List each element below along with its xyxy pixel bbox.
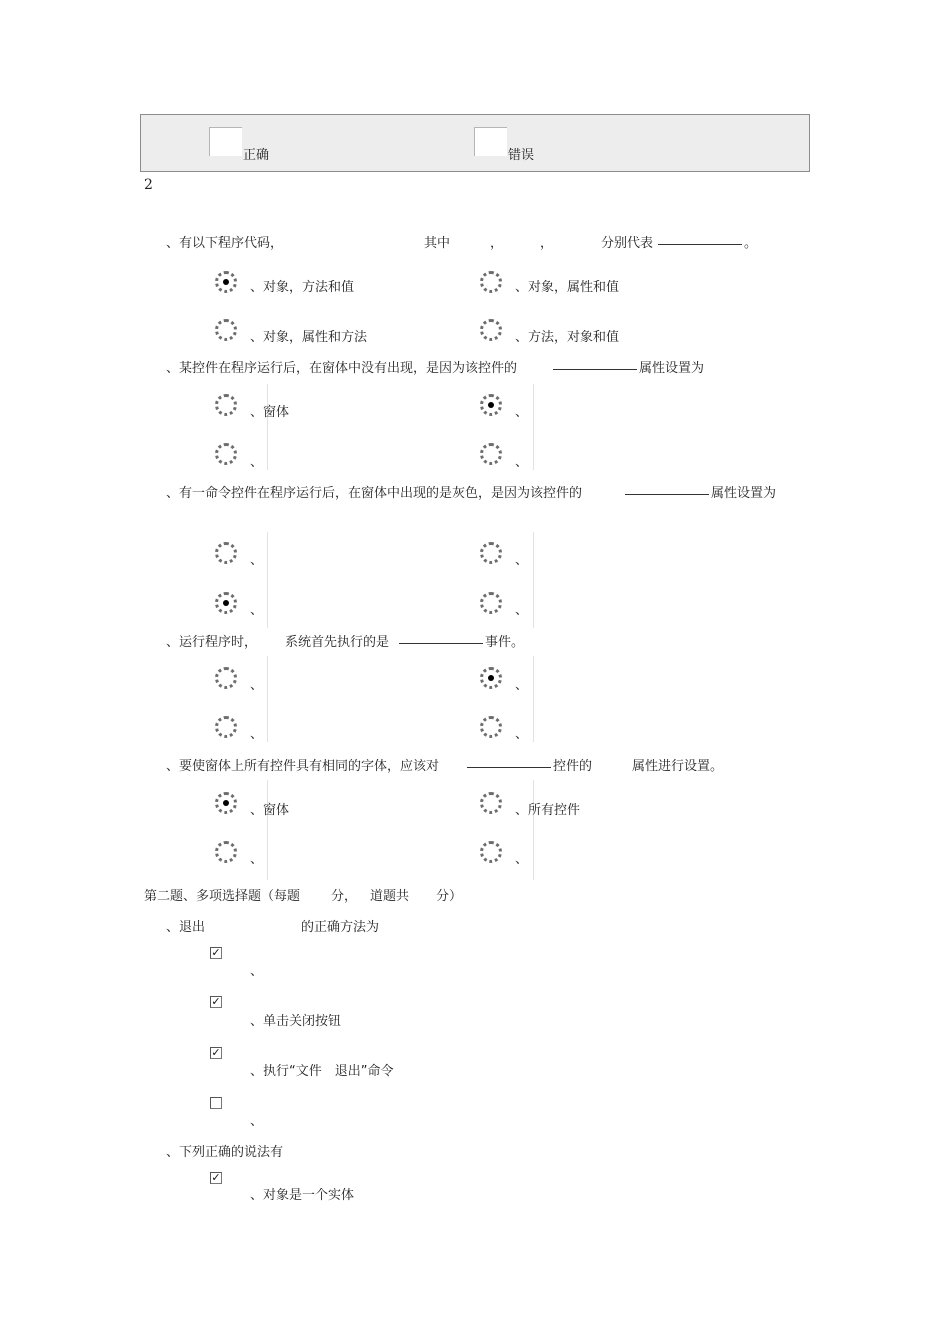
section2-text-4: 分） bbox=[436, 889, 463, 904]
q4-option-a-radio[interactable] bbox=[215, 667, 237, 689]
m1-option-a-checkbox[interactable]: ✓ bbox=[211, 946, 221, 959]
q4-option-b-radio[interactable] bbox=[480, 667, 502, 689]
page-number: 2 bbox=[144, 177, 153, 193]
q4-text-2: 系统首先执行的是 bbox=[285, 635, 390, 650]
q2-answer-blank bbox=[553, 357, 637, 370]
q4-option-a-label: 、 bbox=[250, 678, 264, 693]
q2-option-d-label: 、 bbox=[515, 455, 529, 470]
q4-text-1: 、运行程序时， bbox=[166, 635, 258, 650]
q5-divider-right bbox=[533, 780, 534, 880]
q4-divider-right bbox=[533, 656, 534, 742]
q1-text-4: ， bbox=[540, 236, 554, 251]
q2-text-2: 属性设置为 bbox=[639, 361, 705, 376]
m1-option-d-checkbox[interactable] bbox=[210, 1097, 222, 1109]
q2-text-1: 、某控件在程序运行后，在窗体中没有出现，是因为该控件的 bbox=[166, 361, 518, 376]
q5-option-b-label: 、所有控件 bbox=[515, 803, 581, 818]
q5-option-b-radio[interactable] bbox=[480, 792, 502, 814]
q1-option-b-radio[interactable] bbox=[480, 271, 502, 293]
q4-option-c-label: 、 bbox=[250, 727, 264, 742]
q3-answer-blank bbox=[625, 482, 709, 495]
q1-text-3: ， bbox=[490, 236, 504, 251]
q3-option-a-label: 、 bbox=[250, 553, 264, 568]
q3-option-d-label: 、 bbox=[515, 603, 529, 618]
m2-option-a-label: 、对象是一个实体 bbox=[250, 1188, 355, 1203]
q3-divider-left bbox=[267, 532, 268, 628]
m1-text-2: 的正确方法为 bbox=[301, 920, 380, 935]
q5-text-2: 控件的 bbox=[553, 759, 593, 774]
q5-text-1: 、要使窗体上所有控件具有相同的字体，应该对 bbox=[166, 759, 440, 774]
q3-option-d-radio[interactable] bbox=[480, 592, 502, 614]
m1-option-c-label: 、执行“文件 退出”命令 bbox=[250, 1064, 394, 1079]
q2-option-a-label: 、窗体 bbox=[250, 405, 290, 420]
q2-option-a-radio[interactable] bbox=[215, 394, 237, 416]
q4-text-3: 事件。 bbox=[485, 635, 525, 650]
q1-option-a-radio[interactable] bbox=[215, 271, 237, 293]
q1-text-6: 。 bbox=[744, 236, 758, 251]
q3-divider-right bbox=[533, 532, 534, 628]
q5-option-a-label: 、窗体 bbox=[250, 803, 290, 818]
wrong-option-box[interactable] bbox=[474, 127, 507, 156]
m2-text-1: 、下列正确的说法有 bbox=[166, 1145, 284, 1160]
q2-divider-left bbox=[267, 384, 268, 470]
m1-option-b-label: 、单击关闭按钮 bbox=[250, 1014, 342, 1029]
q5-text-3: 属性进行设置。 bbox=[632, 759, 724, 774]
q2-option-b-label: 、 bbox=[515, 405, 529, 420]
q2-option-c-label: 、 bbox=[250, 455, 264, 470]
q5-option-d-radio[interactable] bbox=[480, 841, 502, 863]
q1-option-c-radio[interactable] bbox=[215, 319, 237, 341]
q3-option-a-radio[interactable] bbox=[215, 542, 237, 564]
m1-option-a-label: 、 bbox=[250, 964, 264, 979]
m1-option-d-label: 、 bbox=[250, 1114, 264, 1129]
q4-option-d-label: 、 bbox=[515, 727, 529, 742]
q4-divider-left bbox=[267, 656, 268, 742]
m1-text-1: 、退出 bbox=[166, 920, 206, 935]
q4-answer-blank bbox=[399, 631, 483, 644]
section2-text-3: 道题共 bbox=[370, 889, 410, 904]
m1-option-c-checkbox[interactable]: ✓ bbox=[211, 1046, 221, 1059]
q2-option-d-radio[interactable] bbox=[480, 443, 502, 465]
q5-answer-blank bbox=[467, 755, 551, 768]
correct-option-box[interactable] bbox=[209, 127, 242, 156]
q1-answer-blank bbox=[658, 232, 742, 245]
q2-option-c-radio[interactable] bbox=[215, 443, 237, 465]
correct-option-label: 正确 bbox=[243, 148, 270, 163]
m1-option-b-checkbox[interactable]: ✓ bbox=[211, 995, 221, 1008]
q4-option-d-radio[interactable] bbox=[480, 716, 502, 738]
q3-option-b-radio[interactable] bbox=[480, 542, 502, 564]
section2-text-1: 第二题、多项选择题（每题 bbox=[144, 889, 301, 904]
q1-option-c-label: 、对象，属性和方法 bbox=[250, 330, 368, 345]
q1-option-d-label: 、方法，对象和值 bbox=[515, 330, 620, 345]
q1-option-b-label: 、对象，属性和值 bbox=[515, 280, 620, 295]
q1-text-5: 分别代表 bbox=[601, 236, 654, 251]
q5-divider-left bbox=[267, 780, 268, 880]
q3-option-b-label: 、 bbox=[515, 553, 529, 568]
q3-option-c-radio[interactable] bbox=[215, 592, 237, 614]
q5-option-c-radio[interactable] bbox=[215, 841, 237, 863]
q3-option-c-label: 、 bbox=[250, 603, 264, 618]
q4-option-c-radio[interactable] bbox=[215, 716, 237, 738]
q1-option-d-radio[interactable] bbox=[480, 319, 502, 341]
q3-text-1: 、有一命令控件在程序运行后，在窗体中出现的是灰色，是因为该控件的 bbox=[166, 486, 583, 501]
m2-option-a-checkbox[interactable]: ✓ bbox=[211, 1171, 221, 1184]
wrong-option-label: 错误 bbox=[508, 148, 535, 163]
q1-text-2: 其中 bbox=[424, 236, 451, 251]
q5-option-d-label: 、 bbox=[515, 852, 529, 867]
q4-option-b-label: 、 bbox=[515, 678, 529, 693]
q5-option-c-label: 、 bbox=[250, 852, 264, 867]
q2-option-b-radio[interactable] bbox=[480, 394, 502, 416]
q5-option-a-radio[interactable] bbox=[215, 792, 237, 814]
q2-divider-right bbox=[533, 384, 534, 470]
q3-text-2: 属性设置为 bbox=[711, 486, 777, 501]
q1-option-a-label: 、对象，方法和值 bbox=[250, 280, 355, 295]
section2-text-2: 分， bbox=[331, 889, 358, 904]
q1-text-1: 、有以下程序代码， bbox=[166, 236, 284, 251]
